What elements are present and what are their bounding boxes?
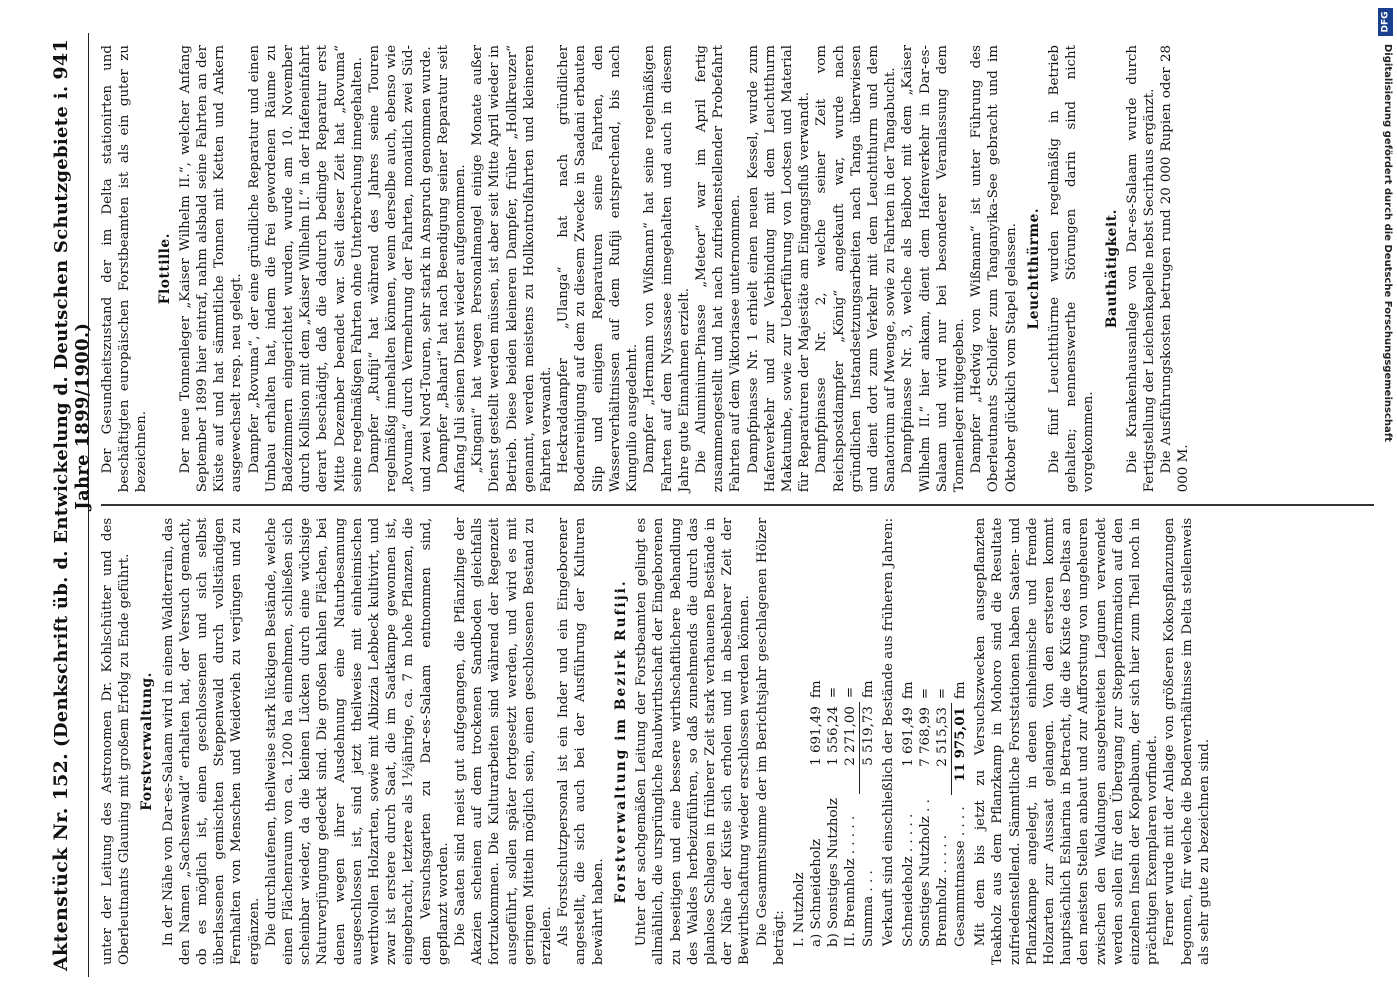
table-cell-label: Brennholz . . . . .	[935, 834, 951, 947]
section-heading-flottille: Flottille.	[156, 232, 173, 305]
table-cell-label: a) Schneideholz	[808, 838, 824, 947]
table-row	[900, 673, 917, 951]
paragraph: Dampfer „Hedwig von Wißmann“ ist unter Führung des Oberleutnants Schloifer zum Tanganyika-See gebracht und im Oktober glücklich vom Stapel gelassen.	[969, 45, 1019, 493]
paragraph: Die fünf Leuchtthürme wurden regelmäßig in Betrieb gehalten; nennenswerthe Störungen darin sind nicht vorgekommen.	[1046, 45, 1097, 493]
table-total-row	[952, 673, 970, 951]
table-cell-label: b) Sonstiges Nutzholz	[825, 798, 841, 947]
dfg-funding-stamp	[1376, 8, 1396, 648]
section-heading-bauthaetigkeit: Bauthätigkeit.	[1103, 209, 1120, 329]
table-cell-label: Schneideholz . . . . .	[901, 813, 917, 947]
table-cell-unit: =	[825, 686, 841, 699]
paragraph: Der neue Tonnenleger „Kaiser Wilhelm II.“, welcher Anfang September 1899 hier eintraf, nahm alsbald seine Fahrten an der Küste auf und hat sämmtliche Tonnen mit Ketten und Ankern ausgewechselt resp. neu gelegt.	[177, 45, 245, 493]
paragraph: Der Gesundheitszustand der im Delta stationirten und beschäftigten europäischen Forstbeamten ist als ein guter zu bezeichnen.	[100, 45, 150, 493]
table-cell-label: II. Brennholz . . . . .	[843, 815, 859, 947]
paragraph: „Kingani“ hat wegen Personalmangel einige Monate außer Dienst gestellt werden müssen, ist aber seit Mitte April wieder in Betrieb. Diese beiden kleineren Dampfer, früher „Hollkreuzer“ genannt, werden meistens zu Hollkontrolfahrten und kleineren Fahrten verwandt.	[470, 45, 555, 493]
paragraph: Die durchlaufenen, theilweise stark lückigen Bestände, welche einen Flächenraum von ca. 1200 ha einnehmen, schließen sich scheinbar wieder, da die kleinen Lücken durch eine wüchsige Naturverjüngung gedeckt sind. Die großen kahlen Flächen, bei denen wegen ihrer Ausdehnung eine Naturbesamung ausgeschlossen ist, sind jetzt theilweise mit einheimischen werthvollen Holzarten, sowie mit Albizzia Lebbeck kultivirt, und zwar ist erstere durch Saat, die im Saatkampe gewonnen ist, eingebracht, letztere als 1½jährige, ca. 7 m hohe Pflanzen, die dem Versuchsgarten zu Dar-es-Salaam entnommen sind, gepflanzt worden.	[263, 517, 451, 965]
table-cell-label: Summa . . .	[860, 870, 876, 947]
table-cell-value: 1 556,24	[825, 706, 841, 766]
table-cell-value: 1 691,49	[901, 707, 917, 767]
text-columns	[95, 33, 1380, 977]
table-row	[934, 673, 952, 951]
paragraph: unter der Leitung des Astronomen Dr. Kohlschütter und des Oberleutnants Glauning mit großem Erfolg zu Ende geführt.	[100, 517, 133, 965]
table-row	[825, 672, 842, 951]
table-cell-value: 7 768,99	[918, 707, 934, 767]
table-cell-unit: =	[843, 686, 859, 699]
paragraph: Dampfer „Rufiji“ hat während des Jahres seine Touren regelmäßig innehalten können, wenn derselbe auch, ebenso wie „Rovuma“ durch Vermehrung der Fahrten, monatlich zwei Süd- und zwei Nord-Touren, sehr stark in Anspruch genommen wurde.	[367, 45, 434, 493]
table-cell-value: 2 271,00	[842, 706, 858, 766]
table-cell-unit: fm	[952, 681, 968, 700]
paragraph: Dampfpinasse Nr. 3, welche als Beiboot mit dem „Kaiser Wilhelm II.“ hier ankam, dient dem Hafenverkehr in Dar-es-Salaam und wird nur bei besonderer Veranlassung dem Tonnenleger mitgegeben.	[900, 45, 967, 493]
paragraph: Heckraddampfer „Ulanga“ hat nach gründlicher Bodenreinigung auf dem zu diesem Zwecke in Saadani erbauten Slip und einigen Reparaturen seine Fahrten, den Wasserverhältnissen auf dem Rufiji entsprechend, bis nach Kungulio ausgedehnt.	[556, 45, 641, 493]
paragraph: Unter der sachgemäßen Leitung der Forstbeamten gelingt es allmählich, die ursprüngliche Raubwirthschaft der Eingeborenen zu beseitigen und eine bessere wirthschaftlichere Behandlung des Waldes herbeizuführen, so daß zunehmends die durch das planlose Schlagen in früherer Zeit stark verhauenen Bestände in der Nähe der Küste sich erholen und in absehbarer Zeit der Bewirthschaftung wieder erschlossen werden können.	[634, 517, 753, 965]
table-cell-unit: =	[918, 687, 934, 700]
paragraph: Ferner wurde mit der Anlage von größeren Kokospflanzungen begonnen, für welche die Bodenverhältnisse im Delta stellenweis als sehr gute zu bezeichnen sind.	[1162, 517, 1212, 965]
table-cell-value: 11 975,01	[952, 703, 970, 795]
paragraph: Dampfer „Hermann von Wißmann“ hat seine regelmäßigen Fahrten auf dem Nyassasee innegehalten und auch in diesem Jahre gute Einnahmen erzielt.	[642, 45, 692, 493]
table-cell-label: Sonstiges Nutzholz . .	[918, 799, 934, 947]
table-cell-unit: fm	[808, 680, 824, 699]
dfg-logo-text: DFG	[1380, 11, 1391, 33]
table-row	[842, 672, 860, 951]
paragraph: Die Aluminium-Pinasse „Meteor“ war im April fertig zusammengestellt und hat nach zufriedenstellender Probefahrt Fahrten auf dem Viktoriasee unternommen.	[693, 45, 744, 493]
paragraph: Die Saaten sind meist gut aufgegangen, die Pflänzlinge der Akazien scheinen auf dem trockenen Sandboden gleichfalls fortzukommen. Die Kulturarbeiten sind während der Regenzeit ausgeführt, sollen später fortgesetzt werden, und wird es mit geringen Mitteln möglich sein, einen geschlossenen Bestand zu erzielen.	[453, 517, 555, 965]
paragraph: Die Ausführungskosten betrugen rund 20 000 Rupien oder 28 000 M.	[1159, 45, 1192, 493]
column-divider	[101, 504, 1374, 506]
paragraph: Mit dem bis jetzt zu Versuchszwecken ausgepflanzten Teakholz aus dem Pflanzkamp in Mohoro sind die Resultate zufriedenstellend. Sämmtliche Forststationen haben Saaten- und Pflanzkampe angelegt, in denen einheimische und fremde Holzarten zur Aussaat gelangen. Von den ersteren kommt hauptsächlich Eshiarina in Betracht, die die Küste des Deltas an den meisten Stellen anbaut und zur Aufforstung von ungeheuren zwischen den Waldungen ausgebreiteten Lagunen verwendet werden sollen für den Übergang zur Steppenformation auf den einzelnen Inseln der Kopalbaum, der sich hier zum Theil noch in prächtigen Exemplaren vorfindet.	[973, 517, 1161, 965]
table-cell-value: 5 519,73	[859, 702, 877, 794]
paragraph: Verkauft sind einschließlich der Bestände aus früheren Jahren:	[880, 517, 896, 947]
paragraph: Dampfer „Bahari“ hat nach Beendigung seiner Reparatur seit Anfang Juli seinen Dienst wieder aufgenommen.	[435, 45, 469, 493]
document-number: Aktenstück Nr. 152.	[50, 752, 72, 971]
document-title: (Denkschrift üb. d. Entwickelung d. Deutschen Schutzgebiete i. Jahre 1899/1900.)	[51, 85, 93, 747]
timber-table-felled	[791, 672, 877, 951]
section-heading-forstverwaltung: Forstverwaltung.	[139, 672, 156, 811]
paragraph: Dampfer „Rovuma“, der eine gründliche Reparatur und einen Umbau erhalten hat, indem die frei gewordenen Räume zu Badezimmern eingerichtet wurden, wurde am 10. November durch Kollision mit dem „Kaiser Wilhelm II.“ in der Hafeneinfahrt derart beschädigt, daß die dadurch bedingte Reparatur erst Mitte Dezember beendet war. Seit dieser Zeit hat „Rovuma“ seine regelmäßigen Fahrten ohne Unterbrechung innegehalten.	[246, 45, 365, 493]
right-column	[95, 33, 1380, 504]
left-column	[95, 506, 1380, 977]
page-header	[50, 33, 93, 977]
table-cell-unit: fm	[860, 680, 876, 699]
table-cell-unit: fm	[901, 681, 917, 700]
table-row	[808, 672, 825, 951]
table-cell-label: Gesammtmasse . . . .	[952, 806, 968, 947]
dfg-logo-icon	[1378, 8, 1393, 36]
table-group-label: I. Nutzholz	[791, 872, 807, 947]
table-cell-value: 2 515,53	[935, 707, 951, 767]
section-heading-rufiji: Forstverwaltung im Bezirk Rufiji.	[612, 579, 629, 904]
section-heading-leuchtthuerme: Leuchtthürme.	[1025, 207, 1042, 330]
table-cell-unit: =	[935, 687, 951, 700]
table-cell-value: 1 691,49	[808, 706, 824, 766]
page-number: 941	[50, 39, 72, 80]
table-row	[917, 673, 934, 951]
funding-note: Digitalisierung gefördert durch die Deutsche Forschungsgemeinschaft	[1382, 44, 1393, 442]
table-sum-row	[859, 672, 877, 951]
paragraph: Als Forstschutzpersonal ist ein Inder und ein Eingeborener angestellt, die sich auch bei der Ausführung der Kulturen bewährt haben.	[556, 517, 606, 965]
paragraph: Dampfpinasse Nr. 2, welche seiner Zeit vom Reichspostdampfer „König“ angekauft war, wurde nach gründlichen Instandsetzungsarbeiten nach Tanga überwiesen und dient dort zum Verkehr mit dem Leuchtthurm und dem Sanatorium auf Mwenge, sowie zu Fahrten in der Tangabucht.	[814, 45, 899, 493]
paragraph: Dampfpinasse Nr. 1 erhielt einen neuen Kessel, wurde zum Hafenverkehr und zur Verbindung mit dem Leuchtthurm Makatumbe, sowie zur Ueberführung von Lootsen und Material für Reparaturen der Majestäte am Eingangsfluß verwandt.	[745, 45, 813, 493]
paragraph: Die Krankenhausanlage von Dar-es-Salaam wurde durch Fertigstellung der Leichenkapelle nebst Secirhaus ergänzt.	[1124, 45, 1157, 493]
document-page	[50, 25, 1375, 985]
paragraph: In der Nähe von Dar-es-Salaam wird in einem Waldterrain, das den Namen „Sachsenwald“ erhalten hat, der Versuch gemacht, ob es möglich ist, einen geschlossenen und sich selbst überlassenen gemischten Steppenwald durch vollständigen Fernhalten von Menschen und Weidevieh zu verjüngen und zu ergänzen.	[160, 517, 262, 965]
timber-table-sold	[900, 673, 969, 951]
paragraph: Die Gesammtsumme der im Berichtsjahr geschlagenen Hölzer beträgt:	[754, 517, 787, 965]
